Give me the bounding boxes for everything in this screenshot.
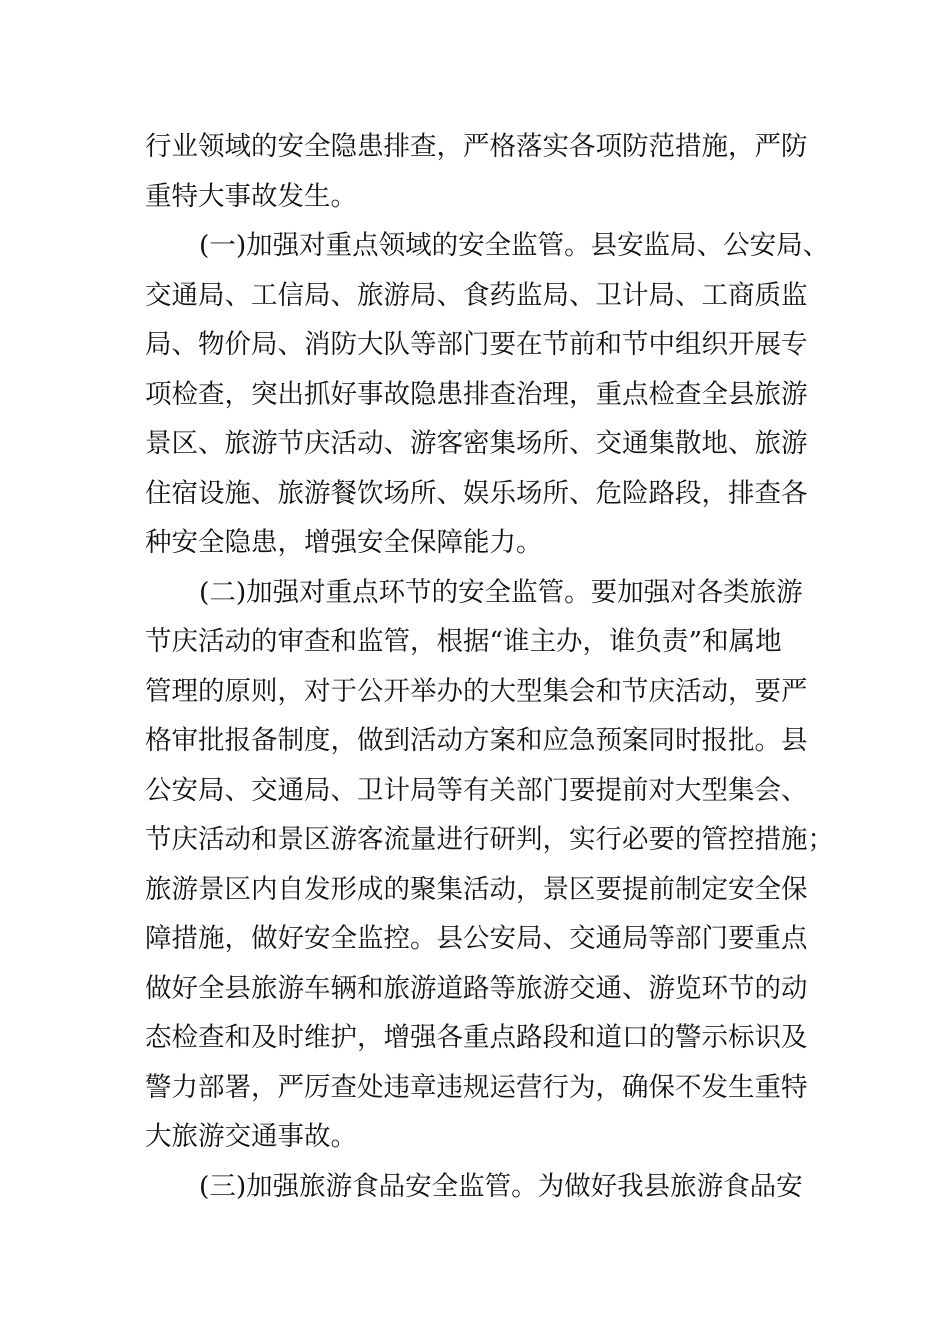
text-line: 重特大事故发生。: [145, 180, 357, 212]
paragraph-section-3: [145, 1162, 825, 1212]
text-line: (二)加强对重点环节的安全监管。要加强对各类旅游: [199, 576, 803, 608]
text-line: 交通局、工信局、旅游局、食药监局、卫计局、工商质监: [145, 279, 808, 311]
text-line: 格审批报备制度，做到活动方案和应急预案同时报批。县: [145, 725, 808, 756]
text-line: 行业领域的安全隐患排查，严格落实各项防范措施，严防: [145, 131, 808, 162]
text-line: 种安全隐患，增强安全保障能力。: [145, 527, 543, 558]
text-line: 节庆活动和景区游客流量进行研判，实行必要的管控措施；: [145, 824, 834, 855]
paragraph-section-1: [145, 221, 830, 568]
paragraph-continuation: [145, 122, 825, 221]
text-line: 做好全县旅游车辆和旅游道路等旅游交通、游览环节的动: [145, 972, 808, 1004]
text-line: 旅游景区内自发形成的聚集活动，景区要提前制定安全保: [145, 873, 808, 905]
text-line: 管理的原则，对于公开举办的大型集会和节庆活动，要严: [145, 675, 808, 707]
text-line: 障措施，做好安全监控。县公安局、交通局等部门要重点: [145, 923, 808, 954]
text-line: 项检查，突出抓好事故隐患排查治理，重点检查全县旅游: [145, 378, 808, 410]
text-line: 景区、旅游节庆活动、游客密集场所、交通集散地、旅游: [145, 428, 808, 459]
document-body: [145, 122, 834, 1211]
text-line: 局、物价局、消防大队等部门要在节前和节中组织开展专: [145, 329, 808, 360]
text-line: 住宿设施、旅游餐饮场所、娱乐场所、危险路段，排查各: [145, 477, 808, 509]
text-line: 态检查和及时维护，增强各重点路段和道口的警示标识及: [145, 1022, 808, 1053]
text-line: 大旅游交通事故。: [145, 1121, 357, 1152]
text-line: (三)加强旅游食品安全监管。为做好我县旅游食品安: [199, 1170, 803, 1202]
text-line: 公安局、交通局、卫计局等有关部门要提前对大型集会、: [145, 774, 808, 806]
paragraph-section-2: [145, 568, 834, 1162]
text-line: 警力部署，严厉查处违章违规运营行为，确保不发生重特: [145, 1071, 808, 1103]
text-line: 节庆活动的审查和监管，根据“谁主办，谁负责”和属地: [145, 626, 782, 657]
text-line: (一)加强对重点领域的安全监管。县安监局、公安局、: [199, 230, 830, 261]
